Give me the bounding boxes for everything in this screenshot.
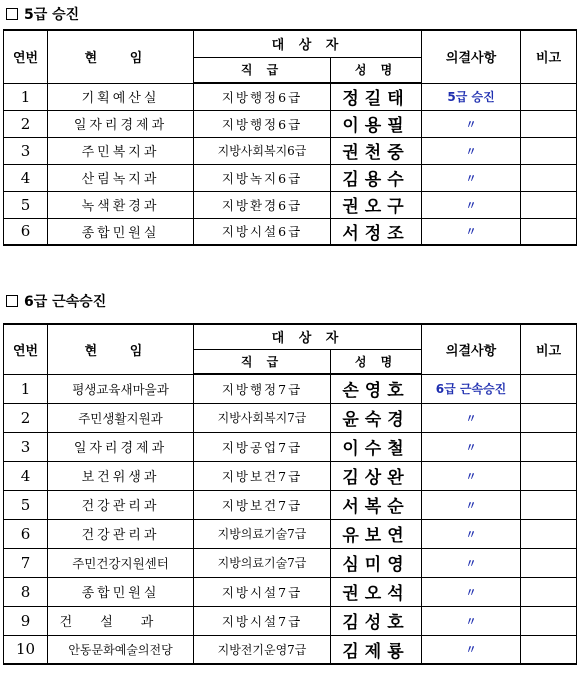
header-name: 성 명	[331, 349, 422, 374]
table-row	[4, 490, 577, 519]
table-row	[4, 191, 577, 218]
row-decision: 〃	[422, 577, 521, 606]
row-name: 김성호	[331, 606, 422, 635]
row-note	[521, 83, 577, 110]
row-decision: 〃	[422, 606, 521, 635]
row-rank: 지방공업7급	[194, 432, 331, 461]
row-note	[521, 191, 577, 218]
row-name: 이수철	[331, 432, 422, 461]
table-row	[4, 137, 577, 164]
row-no: 3	[4, 432, 48, 461]
header-note: 비고	[521, 324, 577, 374]
row-name: 김제룡	[331, 635, 422, 664]
row-dept: 평생교육새마을과	[48, 374, 194, 403]
row-dept: 주민생활지원과	[48, 403, 194, 432]
row-name: 서정조	[331, 218, 422, 245]
row-dept: 보건위생과	[48, 461, 194, 490]
header-target: 대 상 자	[194, 30, 422, 57]
row-decision: 〃	[422, 164, 521, 191]
row-name: 김용수	[331, 164, 422, 191]
row-rank: 지방전기운영7급	[194, 635, 331, 664]
row-decision: 〃	[422, 403, 521, 432]
table-row	[4, 577, 577, 606]
row-no: 1	[4, 83, 48, 110]
row-rank: 지방보건7급	[194, 461, 331, 490]
row-decision: 〃	[422, 137, 521, 164]
table-row	[4, 461, 577, 490]
row-note	[521, 577, 577, 606]
row-note	[521, 137, 577, 164]
row-rank: 지방시설7급	[194, 577, 331, 606]
section2-title	[6, 291, 106, 311]
row-note	[521, 164, 577, 191]
row-rank: 지방사회복지6급	[194, 137, 331, 164]
row-dept: 건설과	[48, 606, 194, 635]
row-note	[521, 635, 577, 664]
promotion-table-grade5	[3, 29, 577, 246]
checkbox-icon	[6, 8, 18, 20]
header-current: 현 임	[48, 324, 194, 374]
row-note	[521, 490, 577, 519]
header-current: 현 임	[48, 30, 194, 83]
row-no: 6	[4, 218, 48, 245]
row-no: 7	[4, 548, 48, 577]
row-decision: 〃	[422, 490, 521, 519]
header-rank: 직 급	[194, 349, 331, 374]
row-note	[521, 403, 577, 432]
row-note	[521, 519, 577, 548]
row-name: 윤숙경	[331, 403, 422, 432]
row-decision: 〃	[422, 191, 521, 218]
promotion-table-grade6	[3, 323, 577, 665]
header-decision: 의결사항	[422, 324, 521, 374]
row-rank: 지방행정6급	[194, 83, 331, 110]
row-no: 2	[4, 403, 48, 432]
row-name: 김상완	[331, 461, 422, 490]
row-dept: 안동문화예술의전당	[48, 635, 194, 664]
row-decision: 〃	[422, 461, 521, 490]
row-name: 이용필	[331, 110, 422, 137]
header-rank: 직 급	[194, 57, 331, 83]
row-rank: 지방녹지6급	[194, 164, 331, 191]
row-dept: 녹색환경과	[48, 191, 194, 218]
row-decision: 〃	[422, 218, 521, 245]
row-dept: 기획예산실	[48, 83, 194, 110]
row-no: 5	[4, 191, 48, 218]
row-no: 5	[4, 490, 48, 519]
row-no: 10	[4, 635, 48, 664]
row-rank: 지방보건7급	[194, 490, 331, 519]
row-no: 2	[4, 110, 48, 137]
row-decision: 5급 승진	[422, 83, 521, 110]
row-rank: 지방의료기술7급	[194, 548, 331, 577]
table-row	[4, 548, 577, 577]
row-rank: 지방의료기술7급	[194, 519, 331, 548]
row-name: 권오석	[331, 577, 422, 606]
table-row	[4, 374, 577, 403]
row-decision: 〃	[422, 432, 521, 461]
section1-title-text: 5급 승진	[24, 7, 80, 23]
row-rank: 지방행정7급	[194, 374, 331, 403]
row-decision: 〃	[422, 110, 521, 137]
table-row	[4, 432, 577, 461]
checkbox-icon	[6, 295, 18, 307]
row-name: 유보연	[331, 519, 422, 548]
table-row	[4, 110, 577, 137]
row-decision: 〃	[422, 635, 521, 664]
row-name: 정길태	[331, 83, 422, 110]
row-no: 6	[4, 519, 48, 548]
row-note	[521, 374, 577, 403]
row-no: 8	[4, 577, 48, 606]
row-dept: 종합민원실	[48, 577, 194, 606]
row-name: 권천중	[331, 137, 422, 164]
row-dept: 일자리경제과	[48, 110, 194, 137]
row-note	[521, 606, 577, 635]
row-decision: 6급 근속승진	[422, 374, 521, 403]
row-no: 9	[4, 606, 48, 635]
header-decision: 의결사항	[422, 30, 521, 83]
row-rank: 지방행정6급	[194, 110, 331, 137]
row-dept: 주민복지과	[48, 137, 194, 164]
row-rank: 지방시설7급	[194, 606, 331, 635]
row-dept: 건강관리과	[48, 490, 194, 519]
header-target: 대 상 자	[194, 324, 422, 349]
table-row	[4, 83, 577, 110]
row-no: 3	[4, 137, 48, 164]
header-name: 성 명	[331, 57, 422, 83]
row-dept: 산림녹지과	[48, 164, 194, 191]
section2-title-text: 6급 근속승진	[24, 294, 107, 310]
row-decision: 〃	[422, 519, 521, 548]
row-name: 권오구	[331, 191, 422, 218]
row-rank: 지방사회복지7급	[194, 403, 331, 432]
row-dept: 종합민원실	[48, 218, 194, 245]
row-rank: 지방환경6급	[194, 191, 331, 218]
row-note	[521, 432, 577, 461]
header-note: 비고	[521, 30, 577, 83]
header-no: 연번	[4, 324, 48, 374]
row-note	[521, 218, 577, 245]
table-row	[4, 606, 577, 635]
table-row	[4, 635, 577, 664]
row-note	[521, 548, 577, 577]
table-row	[4, 218, 577, 245]
section1-title	[6, 4, 79, 24]
row-rank: 지방시설6급	[194, 218, 331, 245]
header-no: 연번	[4, 30, 48, 83]
row-note	[521, 110, 577, 137]
table-row	[4, 164, 577, 191]
row-name: 서복순	[331, 490, 422, 519]
row-no: 1	[4, 374, 48, 403]
row-dept: 주민건강지원센터	[48, 548, 194, 577]
row-dept: 일자리경제과	[48, 432, 194, 461]
table-row	[4, 403, 577, 432]
table-row	[4, 519, 577, 548]
row-decision: 〃	[422, 548, 521, 577]
row-no: 4	[4, 461, 48, 490]
row-note	[521, 461, 577, 490]
row-name: 심미영	[331, 548, 422, 577]
row-name: 손영호	[331, 374, 422, 403]
row-no: 4	[4, 164, 48, 191]
row-dept: 건강관리과	[48, 519, 194, 548]
